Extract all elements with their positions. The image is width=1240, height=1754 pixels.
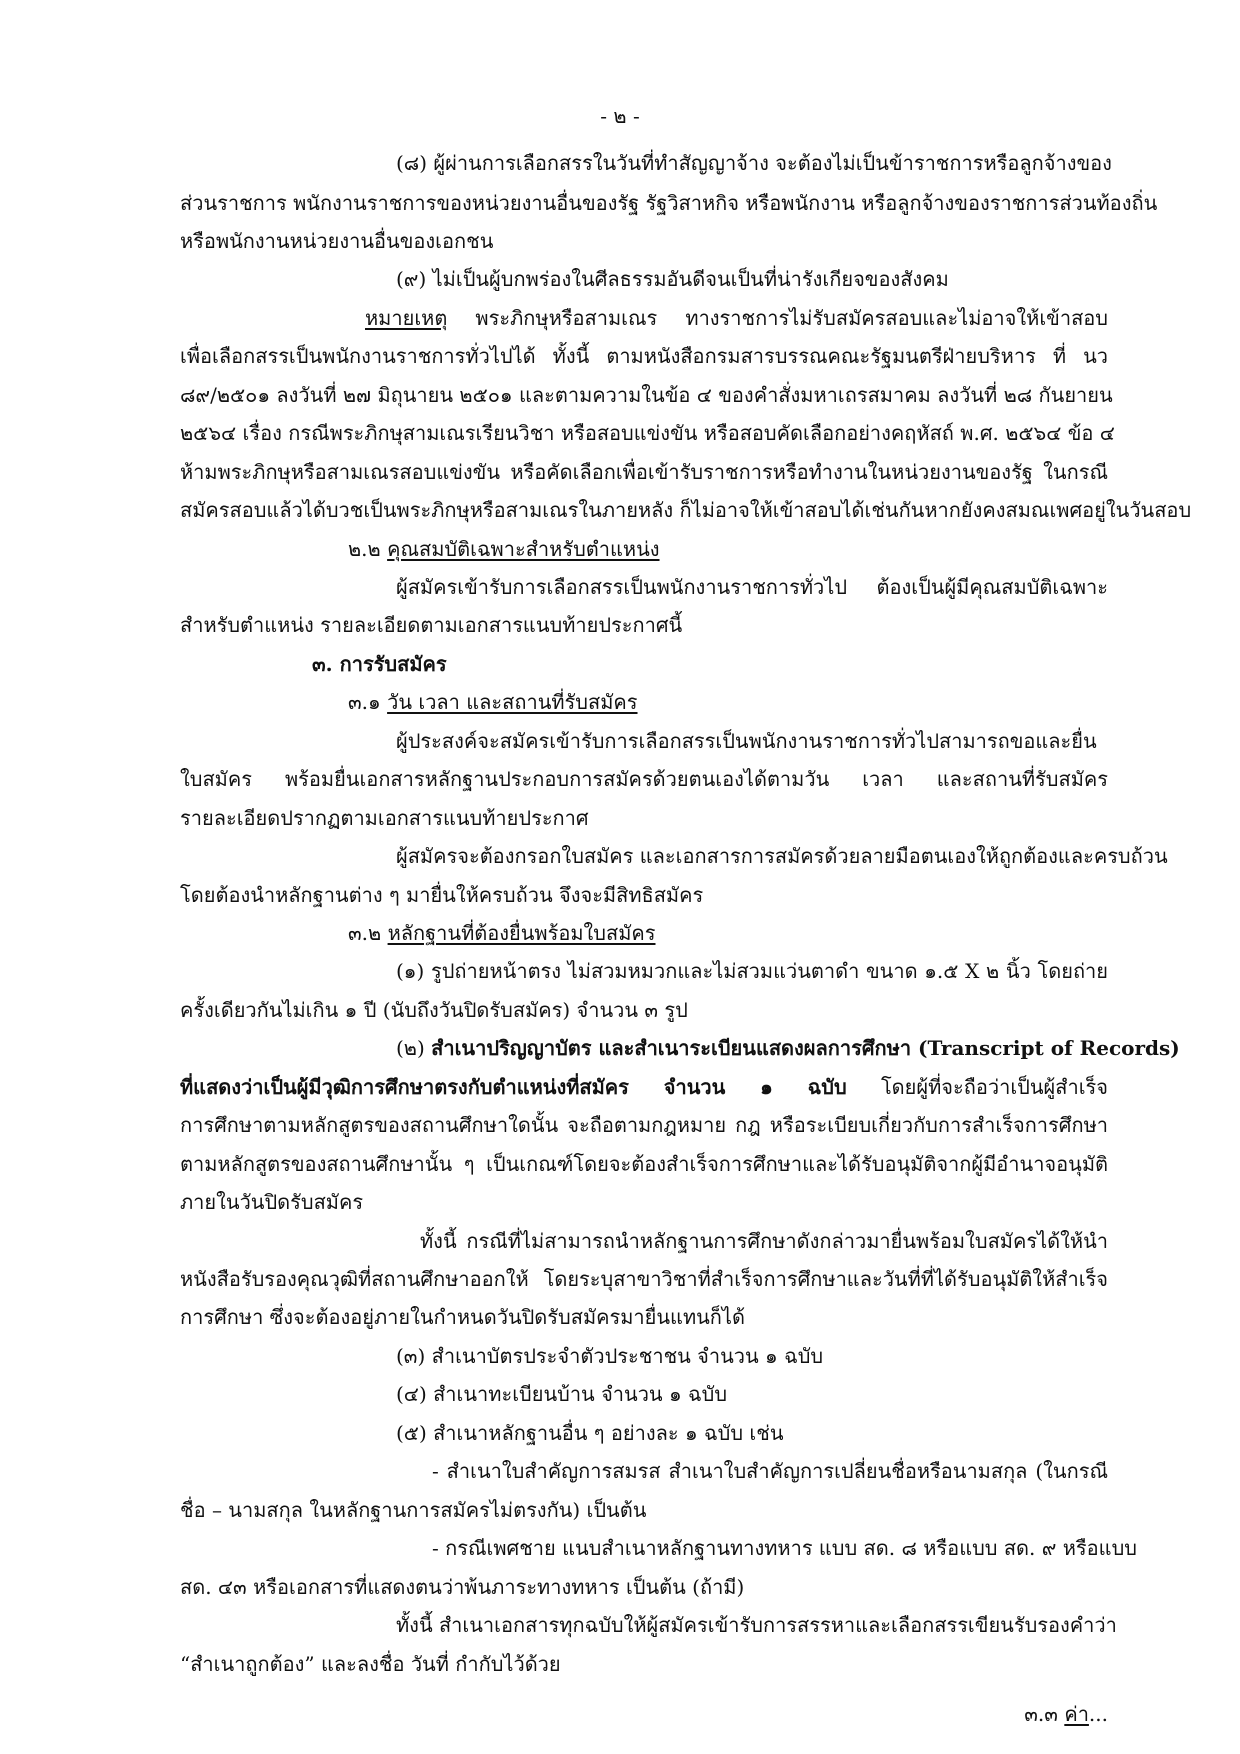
paragraph-line: “สำเนาถูกต้อง” และลงชื่อ วันที่ กำกับไว้ด้วย <box>180 1652 561 1676</box>
paragraph-line: โดยต้องนำหลักฐานต่าง ๆ มายื่นให้ครบถ้วน จึงจะมีสิทธิสมัคร <box>180 883 704 907</box>
section-heading <box>348 536 660 562</box>
continuation-footer <box>900 1701 1108 1727</box>
list-item: (๓) สำเนาบัตรประจำตัวประชาชน จำนวน ๑ ฉบับ <box>396 1344 824 1368</box>
section-title: หลักฐานที่ต้องยื่นพร้อมใบสมัคร <box>387 921 656 945</box>
paragraph-line <box>180 1074 1108 1100</box>
note-label: หมายเหตุ <box>365 306 448 330</box>
paragraph-line: ใบสมัคร พร้อมยื่นเอกสารหลักฐานประกอบการสมัครด้วยตนเองได้ตามวัน เวลา และสถานที่รับสมัคร <box>180 767 1108 791</box>
footer-label: ค่า <box>1064 1702 1089 1726</box>
section-number: ๓.๑ <box>348 690 388 714</box>
paragraph-line: สำหรับตำแหน่ง รายละเอียดตามเอกสารแนบท้ายประกาศนี้ <box>180 613 683 637</box>
paragraph-line: - กรณีเพศชาย แนบสำเนาหลักฐานทางทหาร แบบ สด. ๘ หรือแบบ สด. ๙ หรือแบบ <box>432 1536 1137 1560</box>
paragraph-line: ๒๕๖๔ เรื่อง กรณีพระภิกษุสามเณรเรียนวิชา หรือสอบแข่งขัน หรือสอบคัดเลือกอย่างคฤหัสถ์ พ.ศ. ๒๕๖๔ ข้อ ๔ <box>180 421 1115 445</box>
note-text: พระภิกษุหรือสามเณร ทางราชการไม่รับสมัครสอบและไม่อาจให้เข้าสอบ <box>447 306 1108 330</box>
paragraph-line: ห้ามพระภิกษุหรือสามเณรสอบแข่งขัน หรือคัดเลือกเพื่อเข้ารับราชการหรือทำงานในหน่วยงานของรัฐ ในกรณี <box>180 460 1108 484</box>
paragraph-line: ตามหลักสูตรของสถานศึกษานั้น ๆ เป็นเกณฑ์โดยจะต้องสำเร็จการศึกษาและได้รับอนุมัติจากผู้มีอำนาจอนุมัติ <box>180 1152 1108 1176</box>
footer-number: ๓.๓ <box>1024 1702 1065 1726</box>
paragraph-line: (๙) ไม่เป็นผู้บกพร่องในศีลธรรมอันดีจนเป็นที่น่ารังเกียจของสังคม <box>396 267 949 291</box>
paragraph-line: ทั้งนี้ สำเนาเอกสารทุกฉบับให้ผู้สมัครเข้ารับการสรรหาและเลือกสรรเขียนรับรองคำว่า <box>396 1613 1117 1637</box>
paragraph-line: การศึกษา ซึ่งจะต้องอยู่ภายในกำหนดวันปิดรับสมัครมายื่นแทนก็ได้ <box>180 1305 745 1329</box>
paragraph-line: ทั้งนี้ กรณีที่ไม่สามารถนำหลักฐานการศึกษาดังกล่าวมายื่นพร้อมใบสมัครได้ให้นำ <box>420 1229 1108 1253</box>
paragraph-line: ครั้งเดียวกันไม่เกิน ๑ ปี (นับถึงวันปิดรับสมัคร) จำนวน ๓ รูป <box>180 998 688 1022</box>
section-title: คุณสมบัติเฉพาะสำหรับตำแหน่ง <box>387 537 660 561</box>
section-heading: ๓. การรับสมัคร <box>312 652 447 676</box>
section-title: วัน เวลา และสถานที่รับสมัคร <box>387 690 638 714</box>
paragraph-line: รายละเอียดปรากฏตามเอกสารแนบท้ายประกาศ <box>180 806 589 830</box>
paragraph-line: ผู้ประสงค์จะสมัครเข้ารับการเลือกสรรเป็นพนักงานราชการทั่วไปสามารถขอและยื่น <box>396 729 1097 753</box>
page-number: - ๒ - <box>600 104 640 128</box>
paragraph-line: ชื่อ – นามสกุล ในหลักฐานการสมัครไม่ตรงกัน) เป็นต้น <box>180 1498 647 1522</box>
note-line <box>365 305 1108 331</box>
paragraph-line: สด. ๔๓ หรือเอกสารที่แสดงตนว่าพ้นภาระทางทหาร เป็นต้น (ถ้ามี) <box>180 1575 745 1599</box>
section-heading <box>348 689 638 715</box>
section-number: ๓.๒ <box>348 921 388 945</box>
plain-text: โดยผู้ที่จะถือว่าเป็นผู้สำเร็จ <box>846 1075 1108 1099</box>
paragraph-line <box>396 1035 1180 1061</box>
paragraph-line: ส่วนราชการ พนักงานราชการของหน่วยงานอื่นของรัฐ รัฐวิสาหกิจ หรือพนักงาน หรือลูกจ้างของราชการส่วนท้องถิ่น <box>180 191 1158 215</box>
paragraph-line: การศึกษาตามหลักสูตรของสถานศึกษาใดนั้น จะถือตามกฎหมาย กฎ หรือระเบียบเกี่ยวกับการสำเร็จการศึกษา <box>180 1113 1108 1137</box>
section-number: ๒.๒ <box>348 537 388 561</box>
paragraph-line: ภายในวันปิดรับสมัคร <box>180 1190 364 1214</box>
bold-text: สำเนาปริญญาบัตร และสำเนาระเบียนแสดงผลการศึกษา (Transcript of Records) <box>431 1036 1180 1060</box>
paragraph-line: (๘) ผู้ผ่านการเลือกสรรในวันที่ทำสัญญาจ้าง จะต้องไม่เป็นข้าราชการหรือลูกจ้างของ <box>396 151 1112 175</box>
paragraph-line: (๑) รูปถ่ายหน้าตรง ไม่สวมหมวกและไม่สวมแว่นตาดำ ขนาด ๑.๕ X ๒ นิ้ว โดยถ่าย <box>396 959 1108 983</box>
paragraph-line: - สำเนาใบสำคัญการสมรส สำเนาใบสำคัญการเปลี่ยนชื่อหรือนามสกุล (ในกรณี <box>432 1459 1108 1483</box>
footer-ellipsis: ... <box>1088 1702 1108 1726</box>
list-item: (๔) สำเนาทะเบียนบ้าน จำนวน ๑ ฉบับ <box>396 1382 728 1406</box>
item-number: (๒) <box>396 1036 432 1060</box>
section-heading <box>348 920 656 946</box>
paragraph-line: เพื่อเลือกสรรเป็นพนักงานราชการทั่วไปได้ ทั้งนี้ ตามหนังสือกรมสารบรรณคณะรัฐมนตรีฝ่ายบริหาร ที่ นว <box>180 344 1108 368</box>
paragraph-line: หรือพนักงานหน่วยงานอื่นของเอกชน <box>180 229 494 253</box>
list-item: (๕) สำเนาหลักฐานอื่น ๆ อย่างละ ๑ ฉบับ เช่น <box>396 1421 784 1445</box>
paragraph-line: ๘๙/๒๕๐๑ ลงวันที่ ๒๗ มิถุนายน ๒๕๐๑ และตามความในข้อ ๔ ของคำสั่งมหาเถรสมาคม ลงวันที่ ๒๘ กันยายน <box>180 383 1113 407</box>
paragraph-line: หนังสือรับรองคุณวุฒิที่สถานศึกษาออกให้ โดยระบุสาขาวิชาที่สำเร็จการศึกษาและวันที่ที่ได้รับอนุมัติให้สำเร็จ <box>180 1267 1108 1291</box>
paragraph-line: ผู้สมัครเข้ารับการเลือกสรรเป็นพนักงานราชการทั่วไป ต้องเป็นผู้มีคุณสมบัติเฉพาะ <box>396 575 1108 599</box>
paragraph-line: ผู้สมัครจะต้องกรอกใบสมัคร และเอกสารการสมัครด้วยลายมือตนเองให้ถูกต้องและครบถ้วน <box>396 844 1168 868</box>
paragraph-line: สมัครสอบแล้วได้บวชเป็นพระภิกษุหรือสามเณรในภายหลัง ก็ไม่อาจให้เข้าสอบได้เช่นกันหากยังคงสมณเพศอยู่ในวันสอบ <box>180 498 1192 522</box>
bold-text: ที่แสดงว่าเป็นผู้มีวุฒิการศึกษาตรงกับตำแหน่งที่สมัคร จำนวน ๑ ฉบับ <box>180 1075 847 1099</box>
